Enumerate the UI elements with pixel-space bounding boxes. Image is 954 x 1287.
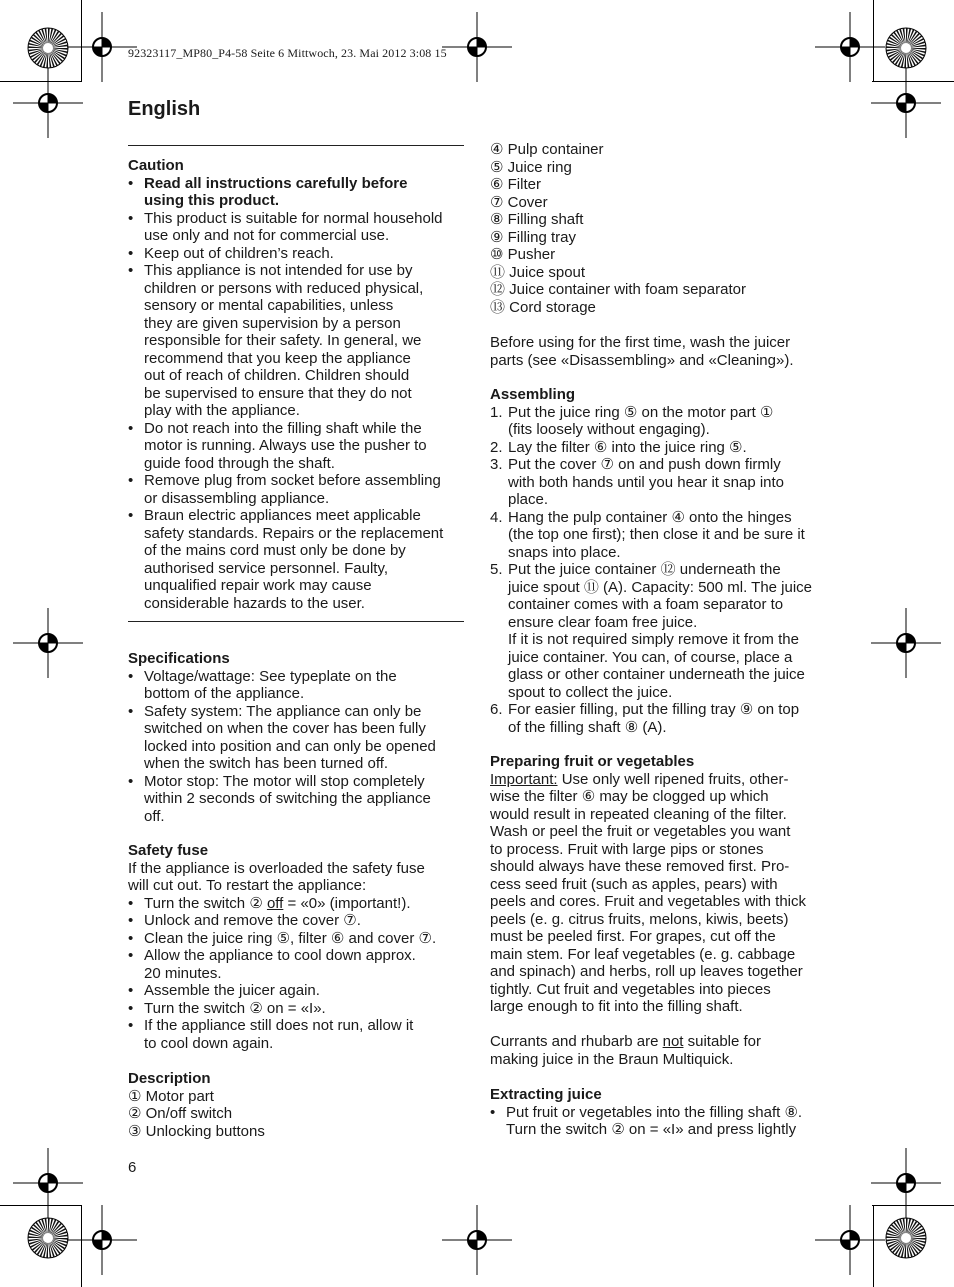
bullet-dot: •: [128, 419, 134, 437]
assembling-step-text: If it is not required simply remove it from the: [508, 631, 799, 648]
bullet-dot: •: [128, 929, 134, 947]
caution-bottom-rule: [128, 621, 464, 622]
preparing-text: large enough to fit into the filling shaft.: [490, 998, 743, 1015]
print-job-line: 92323117_MP80_P4-58 Seite 6 Mittwoch, 23. Mai 2012 3:08 15: [128, 46, 447, 60]
preparing-heading: Preparing fruit or vegetables: [490, 753, 695, 770]
caution-top-rule: [128, 145, 464, 146]
currants-text-part: suitable for: [683, 1033, 762, 1050]
caution-text: recommend that you keep the appliance: [144, 349, 411, 367]
assembling-step-text: Hang the pulp container ④ onto the hinges: [508, 508, 792, 526]
bullet-dot: •: [128, 174, 134, 192]
bullet-dot: •: [128, 947, 134, 964]
caution-text: using this product.: [144, 192, 279, 209]
assembling-step-text: with both hands until you hear it snap into: [508, 473, 785, 491]
caution-text: children or persons with reduced physical,: [144, 279, 424, 297]
safety-fuse-text: Allow the appliance to cool down approx.: [144, 947, 416, 964]
caution-text: Keep out of children’s reach.: [144, 244, 334, 262]
description-part-item: ⑦ Cover: [490, 193, 548, 211]
assembling-step-text: spout to collect the juice.: [508, 683, 673, 701]
safety-fuse-off-underlined: off: [266, 894, 284, 912]
specifications-text: off.: [144, 807, 165, 825]
specifications-text: Safety system: The appliance can only be: [144, 702, 422, 720]
registration-starburst-icon: [26, 1216, 70, 1260]
specifications-text: Voltage/wattage: See typeplate on the: [144, 667, 397, 685]
assembling-step-number: 4.: [490, 508, 503, 526]
safety-fuse-text-part: Turn the switch ②: [144, 894, 267, 912]
registration-crosshair-icon: [442, 12, 512, 82]
preparing-text: Wash or peel the fruit or vegetables you want: [490, 823, 791, 840]
safety-fuse-text: to cool down again.: [144, 1034, 274, 1052]
assembling-step-text: snaps into place.: [508, 543, 621, 561]
specifications-text: locked into position and can only be opened: [144, 737, 436, 755]
assembling-step-text: Put the juice container ⑫ underneath the: [508, 561, 781, 578]
caution-text: This appliance is not intended for use by: [144, 262, 413, 279]
before-use-text: parts (see «Disassembling» and «Cleaning»).: [490, 351, 794, 369]
currants-text: making juice in the Braun Multiquick.: [490, 1050, 734, 1068]
registration-starburst-icon: [26, 26, 70, 70]
registration-crosshair-icon: [13, 1148, 83, 1218]
preparing-text: would result in repeated cleaning of the filter.: [490, 805, 787, 823]
registration-crosshair-icon: [13, 68, 83, 138]
description-part-item: ④ Pulp container: [490, 141, 604, 158]
description-part-item: ⑬ Cord storage: [490, 298, 596, 316]
caution-text: sensory or mental capabilities, unless: [144, 297, 394, 314]
page-number: 6: [128, 1159, 137, 1176]
assembling-step-text: ensure clear foam free juice.: [508, 613, 698, 631]
caution-text: Braun electric appliances meet applicable: [144, 507, 421, 524]
caution-text: This product is suitable for normal household: [144, 209, 443, 227]
caution-text: Read all instructions carefully before: [144, 174, 408, 192]
safety-fuse-text: Turn the switch ② on = «I».: [144, 999, 326, 1017]
preparing-text: and spinach) and herbs, roll up leaves together: [490, 963, 803, 980]
assembling-step-text: place.: [508, 491, 549, 508]
bullet-dot: •: [128, 702, 134, 720]
assembling-step-number: 2.: [490, 438, 503, 456]
caution-text: responsible for their safety. In general, we: [144, 332, 422, 349]
caution-text: they are given supervision by a person: [144, 314, 401, 332]
safety-fuse-text: Clean the juice ring ⑤, filter ⑥ and cover ⑦.: [144, 929, 437, 947]
safety-fuse-text: 20 minutes.: [144, 964, 222, 982]
description-part-item: ⑨ Filling tray: [490, 228, 576, 246]
specifications-text: bottom of the appliance.: [144, 685, 305, 702]
important-label: Important:: [490, 770, 558, 788]
assembling-step-text: Lay the filter ⑥ into the juice ring ⑤.: [508, 438, 747, 456]
page-language-heading: English: [128, 98, 201, 120]
assembling-step-text: juice spout ⑪ (A). Capacity: 500 ml. The juice: [508, 578, 813, 596]
description-part-item: ⑫ Juice container with foam separator: [490, 281, 746, 298]
currants-text: [490, 1033, 761, 1051]
caution-text: guide food through the shaft.: [144, 454, 335, 472]
preparing-text: should always have these removed first. Pro-: [490, 858, 790, 875]
description-part-item: ⑩ Pusher: [490, 246, 556, 263]
registration-crosshair-icon: [871, 1148, 941, 1218]
preparing-text: main stem. For leaf vegetables (e. g. cabbage: [490, 945, 796, 963]
description-part-item: ⑥ Filter: [490, 176, 541, 193]
caution-text: safety standards. Repairs or the replacement: [144, 524, 444, 542]
description-part-item: ⑧ Filling shaft: [490, 211, 584, 228]
preparing-text: wise the filter ⑥ may be clogged up which: [490, 788, 769, 805]
safety-fuse-text: If the appliance still does not run, allow it: [144, 1017, 414, 1034]
assembling-step-text: juice container. You can, of course, place a: [508, 648, 793, 666]
bullet-dot: •: [128, 912, 134, 929]
caution-text: authorised service personnel. Faulty,: [144, 559, 389, 577]
bullet-dot: •: [128, 209, 134, 227]
caution-text: unqualified repair work may cause: [144, 577, 372, 594]
safety-fuse-text: Assemble the juicer again.: [144, 982, 320, 999]
caution-text: or disassembling appliance.: [144, 489, 330, 507]
bullet-dot: •: [128, 262, 134, 279]
registration-starburst-icon: [884, 1216, 928, 1260]
description-part-item: ① Motor part: [128, 1087, 214, 1105]
assembling-step-text: container comes with a foam separator to: [508, 596, 784, 613]
registration-crosshair-icon: [871, 608, 941, 678]
extracting-text: Turn the switch ② on = «I» and press lightly: [506, 1121, 797, 1138]
before-use-text: Before using for the first time, wash the juicer: [490, 334, 791, 351]
caution-text: of the mains cord must only be done by: [144, 542, 406, 559]
bullet-dot: •: [128, 244, 134, 262]
specifications-heading: Specifications: [128, 650, 230, 667]
caution-text: out of reach of children. Children should: [144, 367, 410, 384]
caution-text: be supervised to ensure that they do not: [144, 384, 412, 402]
preparing-text: [490, 771, 788, 789]
bullet-dot: •: [128, 507, 134, 524]
bullet-dot: •: [128, 1017, 134, 1034]
assembling-step-number: 3.: [490, 456, 503, 473]
preparing-text: tightly. Cut fruit and vegetables into pieces: [490, 980, 771, 998]
caution-text: motor is running. Always use the pusher to: [144, 437, 427, 454]
caution-heading: Caution: [128, 157, 184, 174]
assembling-step-text: of the filling shaft ⑧ (A).: [508, 718, 667, 736]
bullet-dot: •: [128, 999, 134, 1017]
extracting-text: Put fruit or vegetables into the filling shaft ⑧.: [506, 1103, 803, 1121]
specifications-text: Motor stop: The motor will stop completely: [144, 772, 425, 790]
preparing-text: to process. Fruit with large pips or stones: [490, 840, 764, 858]
caution-text: Remove plug from socket before assembling: [144, 472, 441, 489]
safety-fuse-text-part: = «0» (important!).: [283, 894, 411, 912]
bullet-dot: •: [128, 667, 134, 685]
assembling-step-text: Put the cover ⑦ on and push down firmly: [508, 456, 781, 473]
preparing-text: peels and cores. Fruit and vegetables with thick: [490, 893, 807, 910]
safety-fuse-text: Unlock and remove the cover ⑦.: [144, 912, 361, 929]
assembling-step-number: 1.: [490, 403, 503, 421]
safety-fuse-intro: will cut out. To restart the appliance:: [128, 877, 367, 894]
caution-text: use only and not for commercial use.: [144, 227, 390, 244]
specifications-text: within 2 seconds of switching the appliance: [144, 790, 431, 807]
caution-text: Do not reach into the filling shaft while the: [144, 419, 422, 437]
assembling-step-number: 6.: [490, 701, 503, 718]
caution-text: considerable hazards to the user.: [144, 594, 365, 612]
registration-crosshair-icon: [442, 1205, 512, 1275]
safety-fuse-text: [144, 895, 411, 913]
assembling-heading: Assembling: [490, 386, 576, 403]
preparing-text: peels (e. g. citrus fruits, melons, kiwis, beets): [490, 910, 789, 928]
bullet-dot: •: [128, 472, 134, 489]
registration-crosshair-icon: [871, 68, 941, 138]
bullet-dot: •: [128, 894, 134, 912]
assembling-step-text: (fits loosely without engaging).: [508, 421, 710, 438]
extracting-heading: Extracting juice: [490, 1086, 602, 1103]
bullet-dot: •: [490, 1103, 496, 1121]
description-part-item: ② On/off switch: [128, 1105, 233, 1122]
specifications-text: when the switch has been turned off.: [144, 755, 389, 772]
registration-crosshair-icon: [13, 608, 83, 678]
preparing-text: must be peeled first. For grapes, cut off the: [490, 928, 776, 945]
assembling-step-text: For easier filling, put the filling tray ⑨ on top: [508, 701, 800, 718]
description-part-item: ③ Unlocking buttons: [128, 1122, 265, 1140]
registration-starburst-icon: [884, 26, 928, 70]
bullet-dot: •: [128, 772, 134, 790]
preparing-text-part: Use only well ripened fruits, other-: [557, 770, 789, 788]
description-part-item: ⑤ Juice ring: [490, 158, 572, 176]
currants-text-part: Currants and rhubarb are: [490, 1033, 663, 1050]
caution-text: play with the appliance.: [144, 402, 300, 419]
safety-fuse-intro: If the appliance is overloaded the safety fuse: [128, 859, 425, 877]
description-heading: Description: [128, 1070, 211, 1087]
safety-fuse-heading: Safety fuse: [128, 842, 209, 859]
assembling-step-text: glass or other container underneath the juice: [508, 666, 805, 683]
assembling-step-number: 5.: [490, 561, 503, 578]
specifications-text: switched on when the cover has been fully: [144, 720, 426, 737]
assembling-step-text: Put the juice ring ⑤ on the motor part ①: [508, 403, 774, 421]
currants-not-underlined: not: [662, 1033, 684, 1050]
preparing-text: cess seed fruit (such as apples, pears) with: [490, 875, 778, 893]
description-part-item: ⑪ Juice spout: [490, 263, 586, 281]
assembling-step-text: (the top one first); then close it and be sure it: [508, 526, 805, 543]
bullet-dot: •: [128, 982, 134, 999]
